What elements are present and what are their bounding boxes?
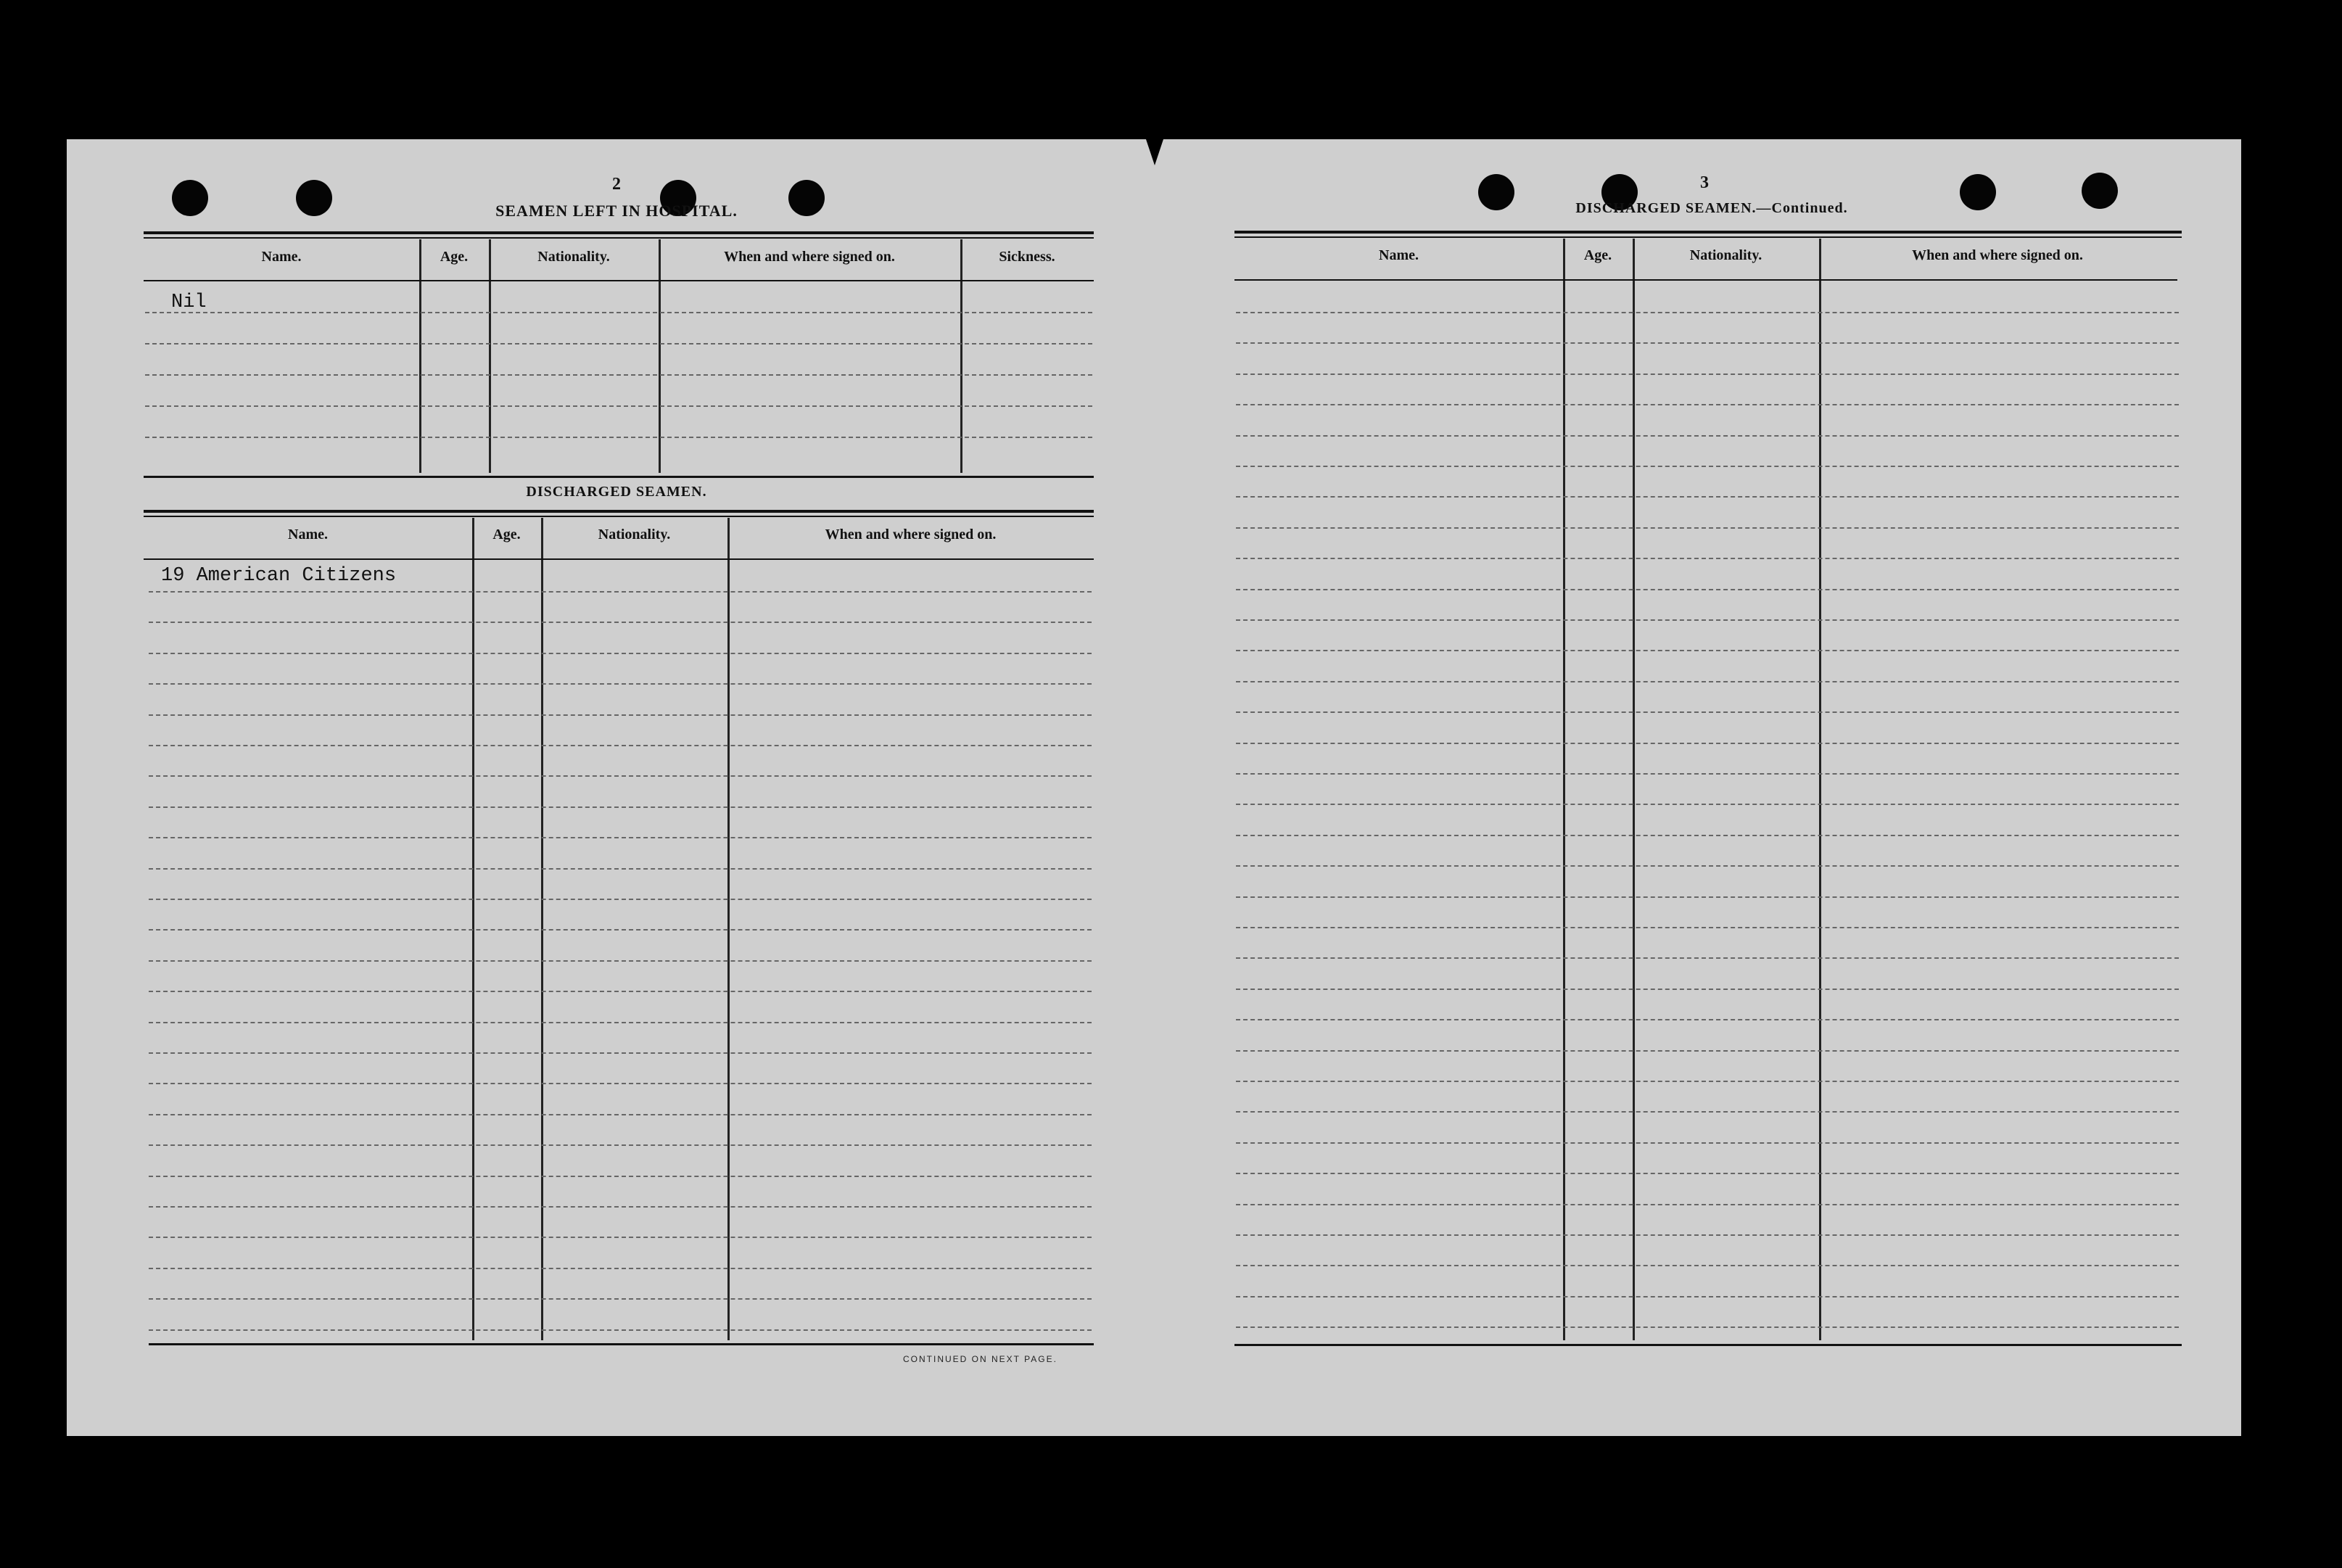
right-ruled-line <box>1236 619 2179 621</box>
discharged-ruled-line <box>149 1206 1092 1208</box>
right-ruled-line <box>1236 589 2179 590</box>
discharged-ruled-line <box>149 1298 1092 1300</box>
right-ruled-line <box>1236 989 2179 990</box>
document-sheet <box>67 139 2241 1436</box>
discharged-header-2: Nationality. <box>598 527 671 542</box>
hospital-bottom-rule <box>144 476 1094 478</box>
right-ruled-line <box>1236 1081 2179 1082</box>
discharged-ruled-line <box>149 1144 1092 1146</box>
right-header-rule <box>1234 279 2177 281</box>
discharged-entry-name: 19 American Citizens <box>161 565 397 587</box>
right-ruled-line <box>1236 342 2179 344</box>
discharged-ruled-line <box>149 991 1092 992</box>
punch-hole <box>1478 174 1514 210</box>
hospital-top-rule-thin <box>144 237 1094 239</box>
discharged-ruled-line <box>149 1052 1092 1054</box>
right-ruled-line <box>1236 558 2179 559</box>
discharged-header-rule <box>144 558 1094 560</box>
discharged-ruled-line <box>149 1329 1092 1331</box>
right-ruled-line <box>1236 711 2179 713</box>
hospital-header-0: Name. <box>261 249 302 265</box>
discharged-ruled-line <box>149 868 1092 870</box>
discharged-header-3: When and where signed on. <box>825 527 997 542</box>
right-ruled-line <box>1236 1326 2179 1328</box>
right-ruled-line <box>1236 1265 2179 1266</box>
discharged-ruled-line <box>149 960 1092 962</box>
hospital-ruled-line <box>145 437 1092 438</box>
right-ruled-line <box>1236 650 2179 651</box>
discharged-ruled-line <box>149 837 1092 838</box>
punch-hole <box>2082 173 2118 209</box>
right-ruled-line <box>1236 1204 2179 1205</box>
hospital-ruled-line <box>145 312 1092 313</box>
hospital-header-1: Age. <box>440 249 469 265</box>
right-ruled-line <box>1236 957 2179 959</box>
right-ruled-line <box>1236 1050 2179 1052</box>
right-ruled-line <box>1236 743 2179 744</box>
right-ruled-line <box>1236 835 2179 836</box>
right-ruled-line <box>1236 896 2179 898</box>
continued-footer: CONTINUED ON NEXT PAGE. <box>903 1354 1057 1364</box>
discharged-ruled-line <box>149 929 1092 931</box>
right-ruled-line <box>1236 927 2179 928</box>
right-top-rule-thin <box>1234 236 2182 238</box>
hospital-ruled-line <box>145 405 1092 407</box>
right-top-rule <box>1234 231 2182 234</box>
right-section-title: DISCHARGED SEAMEN.—Continued. <box>1575 200 1848 216</box>
hospital-header-3: When and where signed on. <box>724 249 895 265</box>
discharged-top-rule <box>144 510 1094 513</box>
right-ruled-line <box>1236 1111 2179 1113</box>
discharged-ruled-line <box>149 1114 1092 1115</box>
discharged-ruled-line <box>149 1237 1092 1238</box>
hospital-header-2: Nationality. <box>537 249 610 265</box>
hospital-header-rule <box>144 280 1094 281</box>
right-ruled-line <box>1236 1173 2179 1174</box>
right-header-1: Age. <box>1583 247 1612 263</box>
discharged-header-1: Age. <box>492 527 521 542</box>
discharged-ruled-line <box>149 775 1092 777</box>
right-ruled-line <box>1236 466 2179 467</box>
punch-hole <box>172 180 208 216</box>
right-ruled-line <box>1236 773 2179 775</box>
discharged-ruled-line <box>149 714 1092 716</box>
discharged-ruled-line <box>149 745 1092 746</box>
right-ruled-line <box>1236 681 2179 682</box>
right-bottom-rule <box>1234 1344 2182 1346</box>
discharged-ruled-line <box>149 591 1092 593</box>
right-ruled-line <box>1236 404 2179 405</box>
right-ruled-line <box>1236 527 2179 529</box>
sheet-notch <box>1145 135 1165 165</box>
right-ruled-line <box>1236 1296 2179 1297</box>
right-ruled-line <box>1236 435 2179 437</box>
hospital-section-title: SEAMEN LEFT IN HOSPITAL. <box>495 202 738 220</box>
discharged-ruled-line <box>149 899 1092 900</box>
discharged-ruled-line <box>149 1176 1092 1177</box>
discharged-ruled-line <box>149 653 1092 654</box>
discharged-header-0: Name. <box>288 527 328 542</box>
hospital-ruled-line <box>145 374 1092 376</box>
right-header-3: When and where signed on. <box>1912 247 2083 263</box>
discharged-ruled-line <box>149 806 1092 808</box>
right-ruled-line <box>1236 804 2179 805</box>
right-ruled-line <box>1236 312 2179 313</box>
hospital-ruled-line <box>145 343 1092 344</box>
right-ruled-line <box>1236 1142 2179 1144</box>
punch-hole <box>296 180 332 216</box>
hospital-entry-name: Nil <box>171 292 207 313</box>
page-number-right: 3 <box>1700 173 1709 192</box>
discharged-top-rule-thin <box>144 516 1094 517</box>
page-number-left: 2 <box>612 175 621 194</box>
right-header-0: Name. <box>1379 247 1419 263</box>
discharged-bottom-rule <box>149 1343 1094 1345</box>
right-ruled-line <box>1236 865 2179 867</box>
discharged-ruled-line <box>149 1022 1092 1023</box>
right-header-2: Nationality. <box>1689 247 1762 263</box>
discharged-ruled-line <box>149 622 1092 623</box>
hospital-header-4: Sickness. <box>999 249 1055 265</box>
right-ruled-line <box>1236 1019 2179 1020</box>
right-ruled-line <box>1236 1234 2179 1236</box>
right-ruled-line <box>1236 374 2179 375</box>
discharged-section-title: DISCHARGED SEAMEN. <box>526 484 707 500</box>
discharged-ruled-line <box>149 1083 1092 1084</box>
hospital-top-rule <box>144 231 1094 234</box>
discharged-ruled-line <box>149 683 1092 685</box>
right-ruled-line <box>1236 496 2179 498</box>
discharged-ruled-line <box>149 1268 1092 1269</box>
punch-hole <box>1960 174 1996 210</box>
